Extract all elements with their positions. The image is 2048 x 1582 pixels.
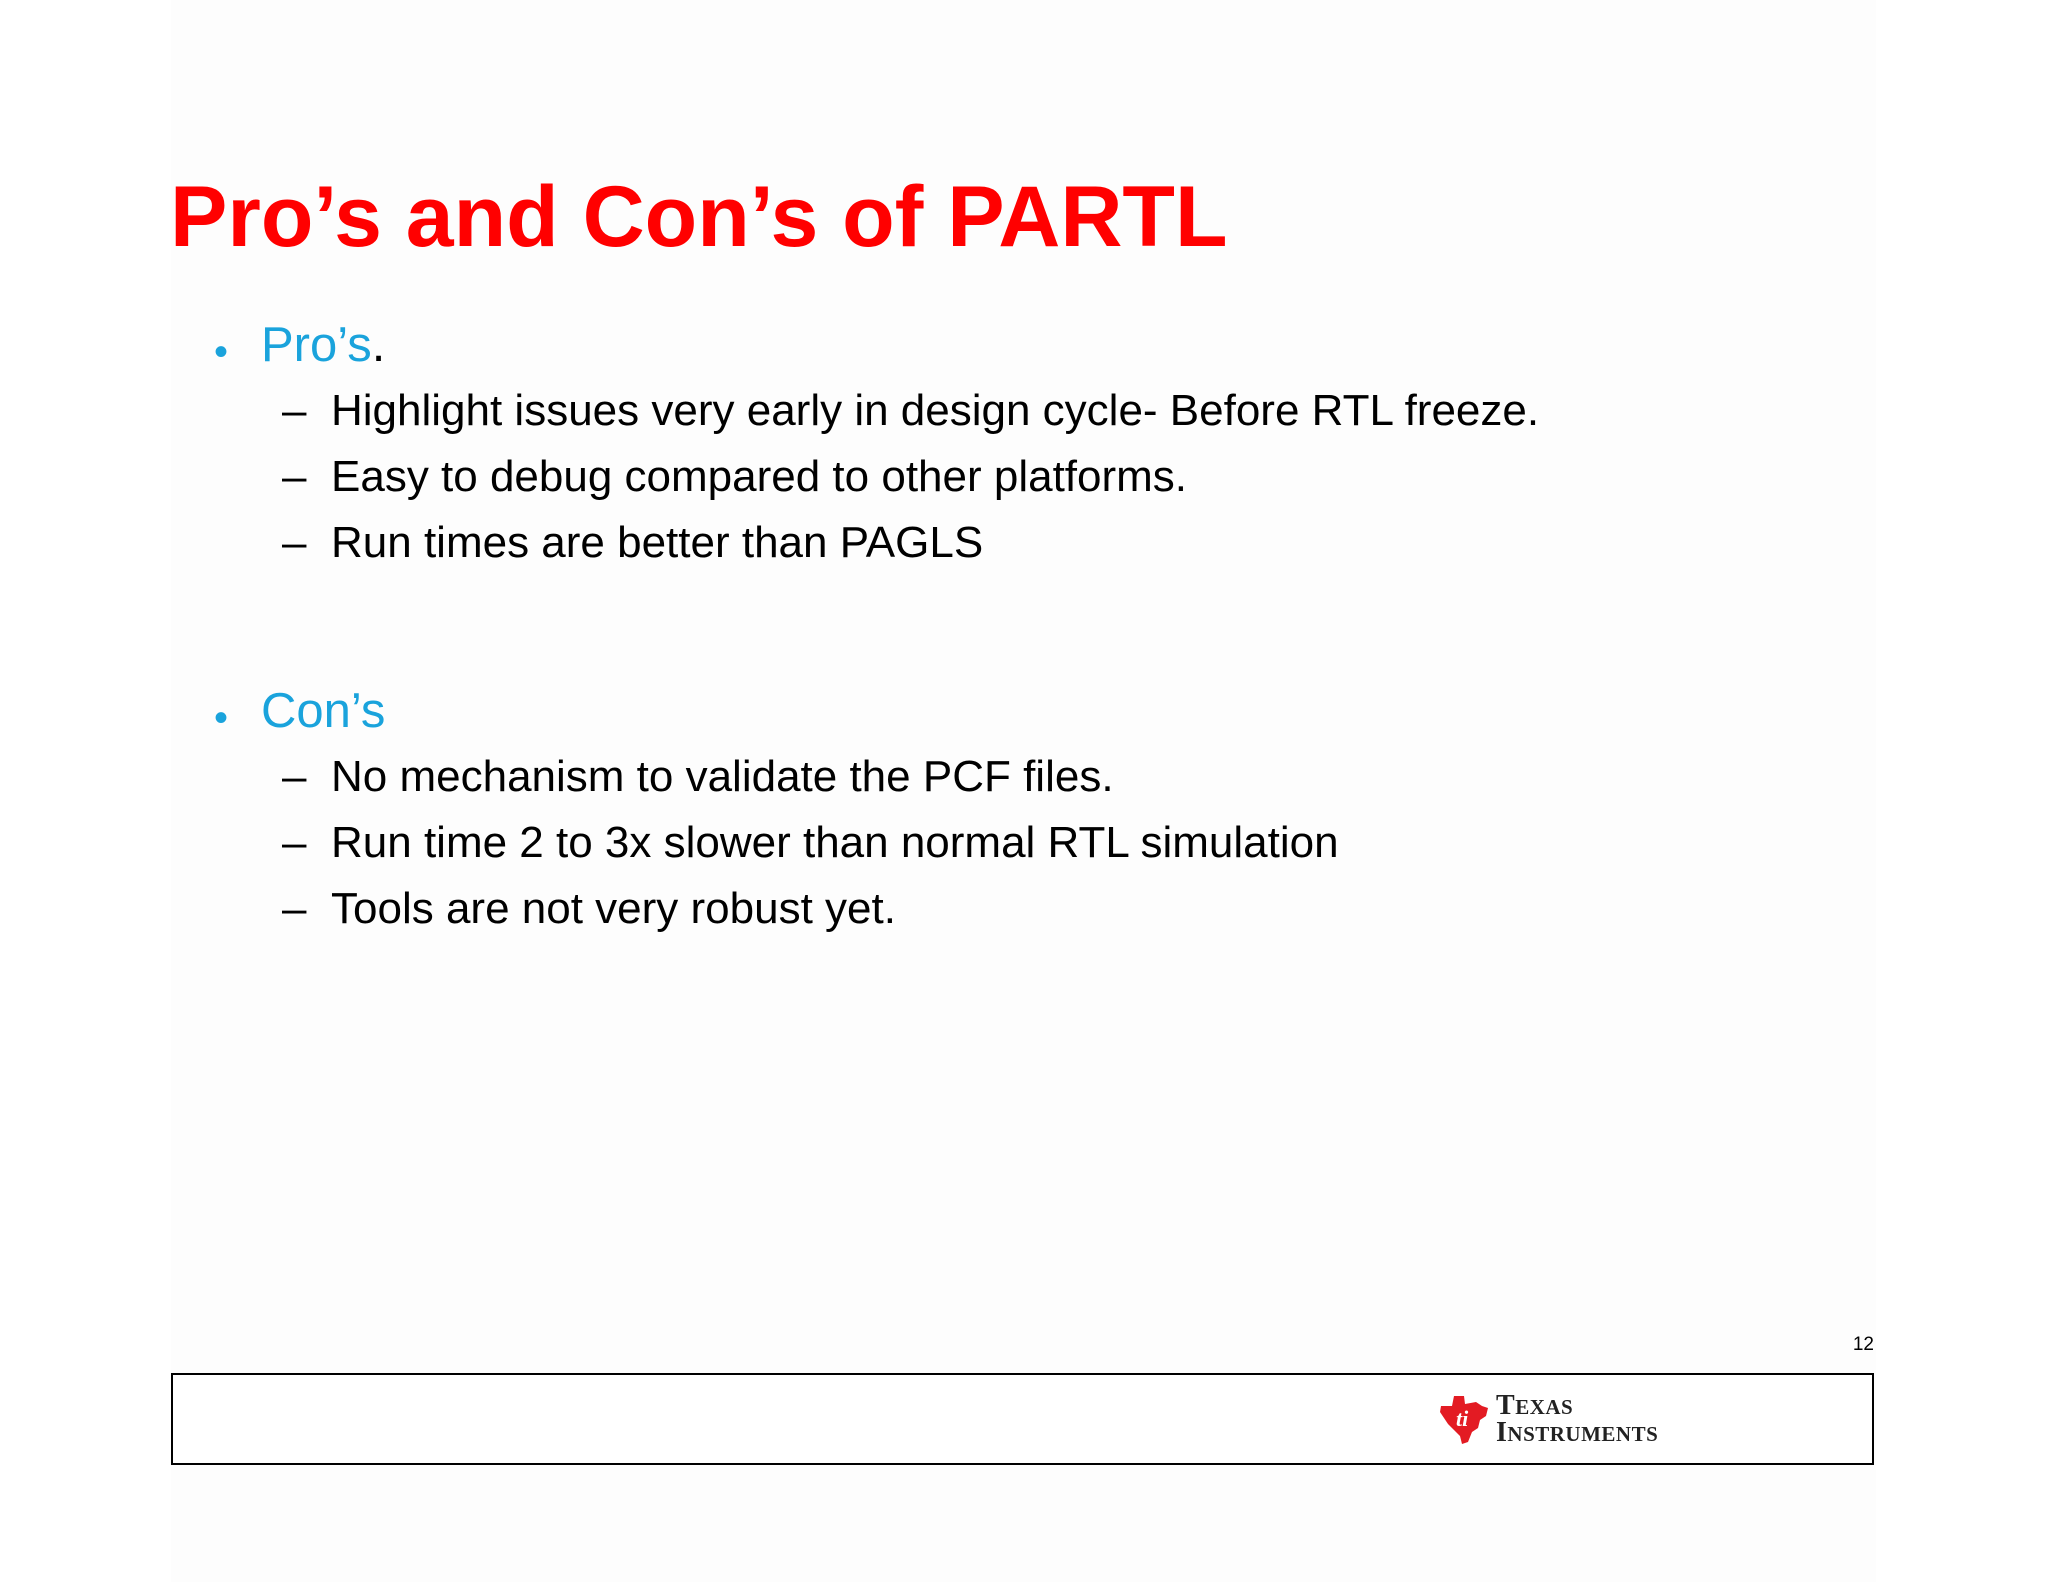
ti-logo: [1438, 1388, 1678, 1450]
dash-icon: –: [282, 818, 307, 867]
cons-item-1: No mechanism to validate the PCF files.: [331, 752, 1114, 801]
ti-wordmark-line1: TEXAS: [1496, 1390, 1574, 1421]
ti-wordmark-line2: INSTRUMENTS: [1496, 1417, 1659, 1448]
dash-icon: –: [282, 884, 307, 933]
ti-map-logo-icon: [1438, 1392, 1490, 1446]
cons-heading-label: Con’s: [261, 684, 386, 738]
bullet-icon: •: [214, 696, 229, 740]
dash-icon: –: [282, 386, 307, 435]
cons-item-3: Tools are not very robust yet.: [331, 884, 896, 933]
ti-wordmark: [1496, 1392, 1658, 1447]
bullet-icon: •: [214, 330, 229, 374]
dash-icon: –: [282, 752, 307, 801]
dash-icon: –: [282, 518, 307, 567]
slide-title: Pro’s and Con’s of PARTL: [170, 169, 1228, 265]
svg-text:ti: ti: [1456, 1406, 1469, 1431]
dash-icon: –: [282, 452, 307, 501]
pros-heading-punct: .: [371, 318, 386, 372]
pros-heading-label: Pro’s: [261, 318, 372, 372]
pros-item-2: Easy to debug compared to other platforms.: [331, 452, 1188, 501]
page-number: 12: [1852, 1334, 1874, 1355]
pros-item-1: Highlight issues very early in design cycle- Before RTL freeze.: [331, 386, 1540, 435]
pros-item-3: Run times are better than PAGLS: [331, 518, 984, 567]
cons-item-2: Run time 2 to 3x slower than normal RTL simulation: [331, 818, 1339, 867]
